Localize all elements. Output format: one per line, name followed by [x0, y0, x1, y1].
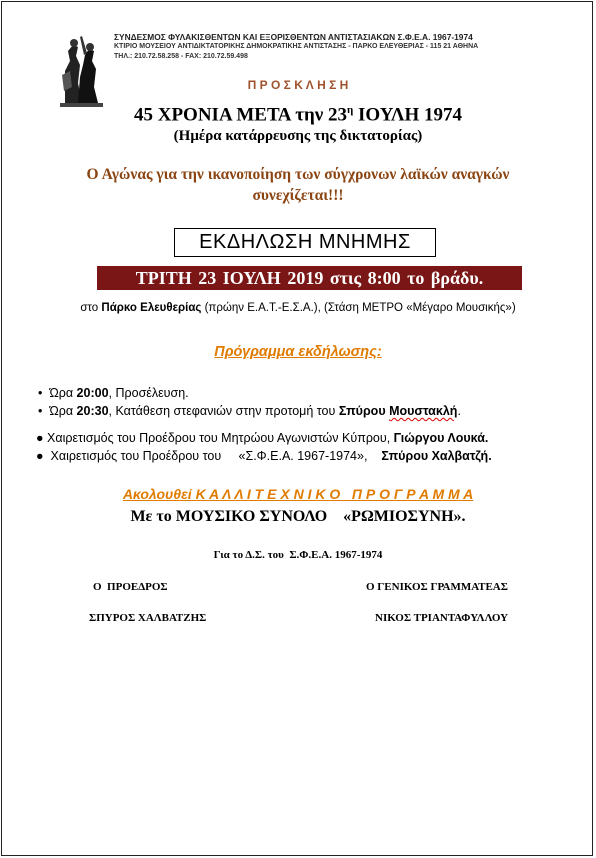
item3-text: Χαιρετισμός του Προέδρου του Μητρώου Αγωνιστών Κύπρου, — [47, 431, 394, 445]
header-line-3: ΤΗΛ.: 210.72.58.258 - FAX: 210.72.59.498 — [114, 53, 248, 60]
item1-prefix: Ώρα — [49, 386, 77, 400]
title-prefix: 45 ΧΡΟΝΙΑ ΜΕΤΑ την 23 — [133, 104, 348, 126]
bullet-icon: ● — [36, 449, 51, 463]
location-line — [0, 302, 596, 314]
event-title-box: ΕΚΔΗΛΩΣΗ ΜΝΗΜΗΣ — [174, 228, 436, 257]
bullet-icon: ● — [36, 431, 48, 445]
item3-name: Γιώργου Λουκά. — [393, 431, 489, 445]
band-line: Με το ΜΟΥΣΙΚΟ ΣΥΝΟΛΟ «ΡΩΜΙΟΣΥΝΗ». — [130, 508, 466, 525]
item2-name-first: Σπύρου — [338, 404, 390, 418]
artistic-heading: Ακολουθεί Κ Α Λ Λ Ι Τ Ε Χ Ν Ι Κ Ο Π Ρ Ο Γ Ρ Α Μ Μ Α — [122, 486, 474, 502]
president-name: ΣΠΥΡΟΣ ΧΑΛΒΑΤΖΗΣ — [89, 612, 207, 624]
bullet-icon: • — [38, 386, 50, 400]
title-superscript: η — [347, 104, 354, 116]
program-item-3 — [36, 431, 488, 445]
for-board-line: Για το Δ.Σ. του Σ.Φ.Ε.Α. 1967-1974 — [213, 549, 383, 561]
item1-text: , Προσέλευση. — [108, 386, 189, 400]
main-title — [0, 104, 596, 126]
slogan-line-1: Ο Αγώνας για την ικανοποίηση των σύγχρονων λαϊκών αναγκών — [86, 166, 510, 183]
program-item-1 — [38, 386, 189, 400]
header-line-1: ΣΥΝΔΕΣΜΟΣ ΦΥΛΑΚΙΣΘΕΝΤΩΝ ΚΑΙ ΕΞΟΡΙΣΘΕΝΤΩΝ ΑΝΤΙΣΤΑΣΙΑΚΩΝ Σ.Φ.Ε.Α. 1967-1974 — [114, 32, 473, 42]
item4-name: Σπύρου Χαλβατζή. — [381, 449, 492, 463]
item2-prefix: Ώρα — [49, 404, 77, 418]
item2-time: 20:30 — [76, 404, 109, 418]
header-line-2: ΚΤΙΡΙΟ ΜΟΥΣΕΙΟΥ ΑΝΤΙΔΙΚΤΑΤΟΡΙΚΗΣ ΔΗΜΟΚΡΑΤΙΚΗΣ ΑΝΤΙΣΤΑΣΗΣ - ΠΑΡΚΟ ΕΛΕΥΘΕΡΙΑΣ - 115 21 ΑΘΗΝΑ — [114, 43, 479, 50]
program-item-2 — [38, 404, 461, 418]
subtitle: (Ημέρα κατάρρευσης της δικτατορίας) — [173, 128, 423, 144]
item4-text: Χαιρετισμός του Προέδρου του «Σ.Φ.Ε.Α. 1967-1974», — [50, 449, 382, 463]
event-date-bar: ΤΡΙΤΗ 23 ΙΟΥΛΗ 2019 στις 8:00 το βράδυ. — [97, 266, 522, 290]
location-prefix: στο — [80, 302, 102, 314]
item1-time: 20:00 — [76, 386, 109, 400]
statue-logo-icon — [56, 31, 107, 108]
invitation-label: Π Ρ Ο Σ Κ Λ Η Σ Η — [247, 78, 349, 92]
location-suffix: (πρώην Ε.Α.Τ.-Ε.Σ.Α.), (Στάση ΜΕΤΡΟ «Μέγαρο Μουσικής») — [201, 302, 516, 314]
secretary-name: ΝΙΚΟΣ ΤΡΙΑΝΤΑΦΥΛΛΟΥ — [375, 612, 509, 624]
secretary-role: Ο ΓΕΝΙΚΟΣ ΓΡΑΜΜΑΤΕΑΣ — [366, 581, 508, 593]
location-place: Πάρκο Ελευθερίας — [101, 302, 202, 314]
item2-name-last: Μουστακλή — [389, 404, 458, 418]
item2-text: , Κατάθεση στεφανιών στην προτομή του — [108, 404, 339, 418]
title-suffix: ΙΟΥΛΗ 1974 — [353, 104, 463, 126]
item2-end: . — [457, 404, 461, 418]
president-role: Ο ΠΡΟΕΔΡΟΣ — [93, 581, 168, 593]
program-item-4 — [36, 449, 492, 463]
program-heading: Πρόγραμμα εκδήλωσης: — [214, 344, 382, 360]
slogan-line-2: συνεχίζεται!!! — [252, 187, 344, 204]
bullet-icon: • — [38, 404, 50, 418]
